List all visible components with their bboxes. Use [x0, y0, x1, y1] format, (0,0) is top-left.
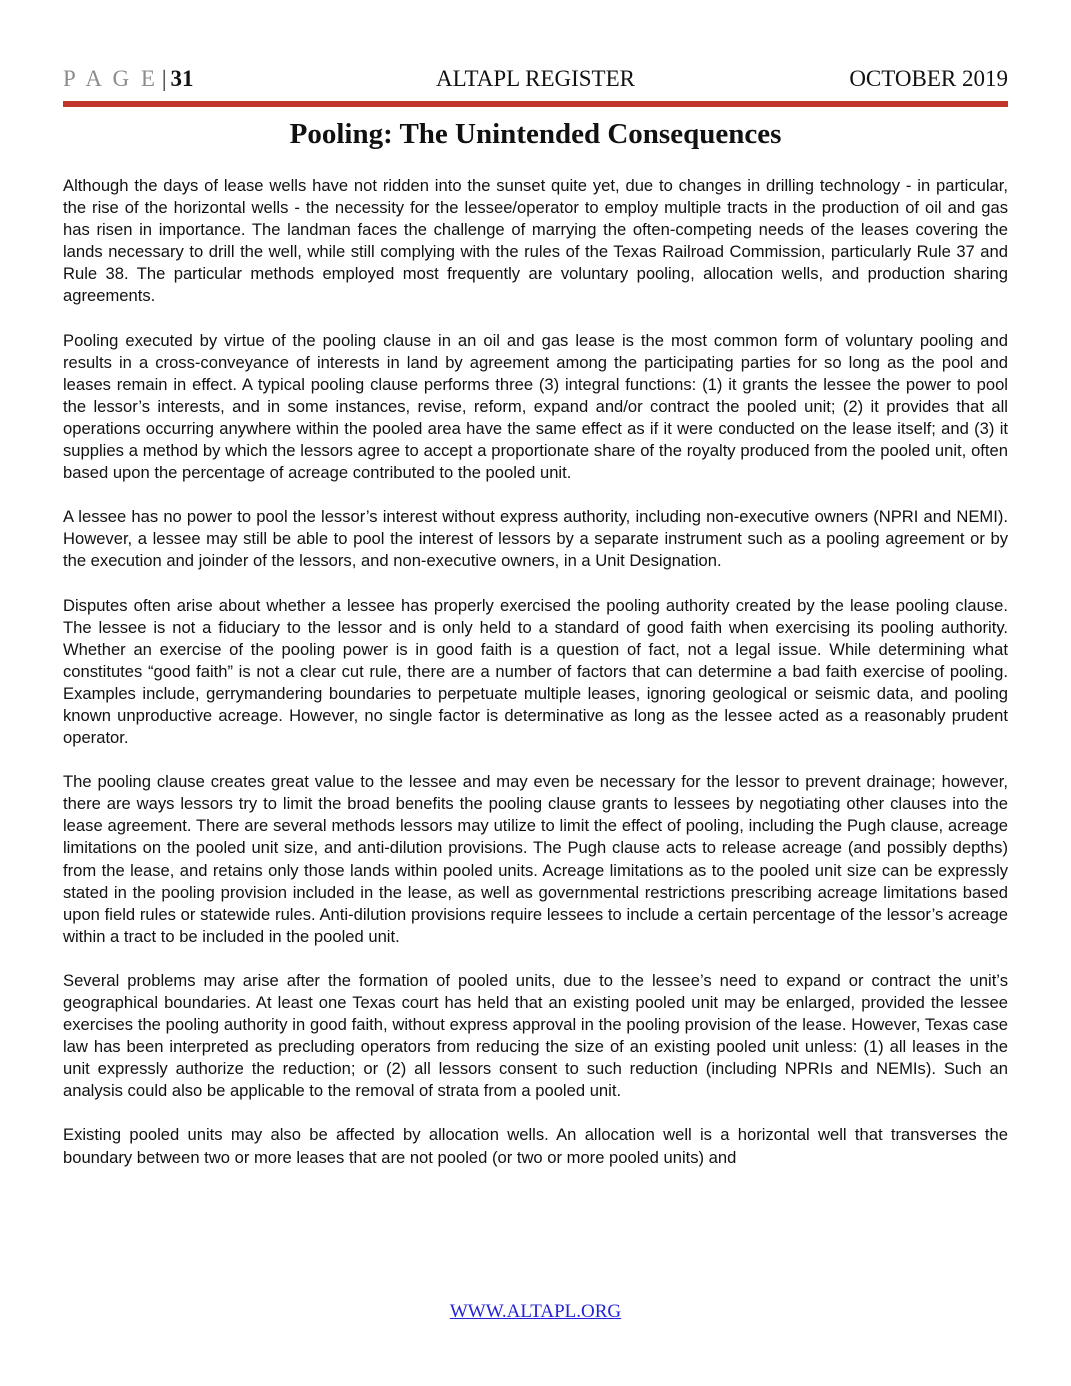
page-footer [63, 1300, 1008, 1324]
paragraph-6: Several problems may arise after the formation of pooled units, due to the lessee’s need to expand or contract the unit’s geographical boundaries. At least one Texas court has held that an existing pooled unit may be enlarged, provided the lessee exercises the pooling authority in good faith, without express approval in the pooling provision of the lease. However, Texas case law has been interpreted as precluding operators from reducing the size of an existing pooled unit unless: (1) all leases in the unit expressly authorize the reduction; or (2) all lessors consent to such reduction (including NPRIs and NEMIs). Such an analysis could also be applicable to the removal of strata from a pooled unit. [63, 970, 1008, 1101]
page-separator: | [161, 66, 167, 91]
header-divider [63, 101, 1008, 107]
publication-name: ALTAPL REGISTER [436, 66, 635, 91]
paragraph-1: Although the days of lease wells have not ridden into the sunset quite yet, due to changes in drilling technology - in particular, the rise of the horizontal wells - the necessity for the lessee/operator to employ multiple tracts in the production of oil and gas has risen in importance. The landman faces the challenge of marrying the often-competing needs of the leases covering the lands necessary to drill the well, while still complying with the rules of the Texas Railroad Commission, particularly Rule 37 and Rule 38. The particular methods employed most frequently are voluntary pooling, allocation wells, and production sharing agreements. [63, 176, 1008, 306]
page-header [63, 64, 1008, 94]
article-title: Pooling: The Unintended Consequences [289, 118, 782, 150]
page-number: 31 [170, 66, 194, 91]
paragraph-2: Pooling executed by virtue of the pooling clause in an oil and gas lease is the most common form of voluntary pooling and results in a cross-conveyance of interests in land by agreement among the participating parties for so long as the pool and leases remain in effect. A typical pooling clause performs three (3) integral functions: (1) it grants the lessee the power to pool the lessor’s interests, and in some instances, revise, reform, expand and/or contract the pooled unit; (2) it provides that all operations occurring anywhere within the pooled area have the same effect as if it were conducted on the lease itself; and (3) it supplies a method by which the lessors agree to accept a proportionate share of the royalty produced from the pooled unit, often based upon the percentage of acreage contributed to the pooled unit. [63, 330, 1008, 483]
issue-date: OCTOBER 2019 [849, 66, 1008, 91]
paragraph-5: The pooling clause creates great value to the lessee and may even be necessary for the lessor to prevent drainage; however, there are ways lessors try to limit the broad benefits the pooling clause grants to lessees by negotiating other clauses into the lease agreement. There are several methods lessors may utilize to limit the effect of pooling, including the Pugh clause, acreage limitations on the pooled unit size, and anti-dilution provisions. The Pugh clause acts to release acreage (and possibly depths) from the lease, and retains only those lands within pooled units. Acreage limitations as to the pooled unit size can be expressly stated in the pooling provision included in the lease, as well as governmental restrictions prescribing acreage limitations based upon field rules or statewide rules. Anti-dilution provisions require lessees to include a certain percentage of the lessor’s acreage within a tract to be included in the pooled unit. [63, 772, 1008, 946]
website-link[interactable]: WWW.ALTAPL.ORG [449, 1301, 622, 1322]
paragraph-3: A lessee has no power to pool the lessor’s interest without express authority, including non-executive owners (NPRI and NEMI). However, a lessee may still be able to pool the interest of lessors by a separate instrument such as a pooling agreement or by the execution and joinder of the lessors, and non-executive owners, in a Unit Designation. [63, 507, 1008, 571]
paragraph-4: Disputes often arise about whether a lessee has properly exercised the pooling authority created by the lease pooling clause. The lessee is not a fiduciary to the lessor and is only held to a standard of good faith when exercising its pooling authority. Whether an exercise of the pooling power is in good faith is a question of fact, not a legal issue. While determining what constitutes “good faith” is not a clear cut rule, there are a number of factors that can determine a bad faith exercise of pooling. Examples include, gerrymandering boundaries to perpetuate multiple leases, ignoring geological or seismic data, and pooling known unproductive acreage. However, no single factor is determinative as long as the lessee acted as a reasonably prudent operator. [63, 595, 1008, 748]
page-label: P A G E [63, 66, 158, 91]
article-body [63, 175, 1008, 1191]
paragraph-7: Existing pooled units may also be affected by allocation wells. An allocation well is a horizontal well that transverses the boundary between two or more leases that are not pooled (or two or more pooled units) and [63, 1125, 1008, 1167]
